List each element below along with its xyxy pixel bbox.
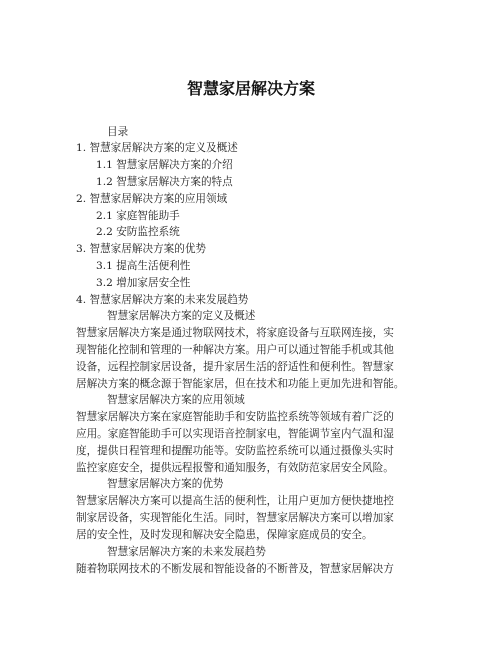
section-heading: 智慧家居解决方案的应用领域 (107, 394, 245, 406)
body-line: 居的安全性，及时发现和解决安全隐患，保障家庭成员的安全。 (76, 529, 373, 541)
body-line: 居解决方案的概念源于智能家居，但在技术和功能上更加先进和智能。 (76, 378, 405, 390)
toc-item: 4. 智慧家居解决方案的未来发展趋势 (76, 294, 249, 306)
document-title: 智慧家居解决方案 (186, 79, 315, 98)
body-line: 监控家庭安全，提供远程报警和通知服务，有效防范家居安全风险。 (76, 462, 394, 474)
toc-item: 2.2 安防监控系统 (96, 226, 180, 238)
body-line: 随着物联网技术的不断发展和智能设备的不断普及，智慧家居解决方 (76, 563, 394, 575)
toc-item: 3. 智慧家居解决方案的优势 (76, 243, 207, 255)
body-line: 现智能化控制和管理的一种解决方案。用户可以通过智能手机或其他 (76, 344, 394, 356)
toc-heading: 目录 (107, 126, 129, 138)
body-line: 度，提供日程管理和提醒功能等。安防监控系统可以通过摄像头实时 (76, 445, 394, 457)
toc-item: 1.2 智慧家居解决方案的特点 (96, 176, 233, 188)
body-line: 智慧家居解决方案在家庭智能助手和安防监控系统等领域有着广泛的 (76, 411, 394, 423)
body-line: 智慧家居解决方案是通过物联网技术，将家庭设备与互联网连接，实 (76, 327, 394, 339)
body-line: 制家居设备，实现智能化生活。同时，智慧家居解决方案可以增加家 (76, 512, 394, 524)
body-line: 设备，远程控制家居设备，提升家居生活的舒适性和便利性。智慧家 (76, 361, 394, 373)
toc-item: 1.1 智慧家居解决方案的介绍 (96, 159, 233, 171)
section-heading: 智慧家居解决方案的优势 (107, 478, 224, 490)
section-heading: 智慧家居解决方案的未来发展趋势 (107, 546, 266, 558)
toc-item: 1. 智慧家居解决方案的定义及概述 (76, 142, 238, 154)
body-line: 应用。家庭智能助手可以实现语音控制家电，智能调节室内气温和湿 (76, 428, 394, 440)
section-heading: 智慧家居解决方案的定义及概述 (107, 310, 256, 322)
body-line: 智慧家居解决方案可以提高生活的便利性，让用户更加方便快捷地控 (76, 495, 394, 507)
toc-item: 3.1 提高生活便利性 (96, 260, 191, 272)
toc-item: 2. 智慧家居解决方案的应用领域 (76, 193, 228, 205)
toc-item: 3.2 增加家居安全性 (96, 277, 191, 289)
toc-item: 2.1 家庭智能助手 (96, 210, 180, 222)
